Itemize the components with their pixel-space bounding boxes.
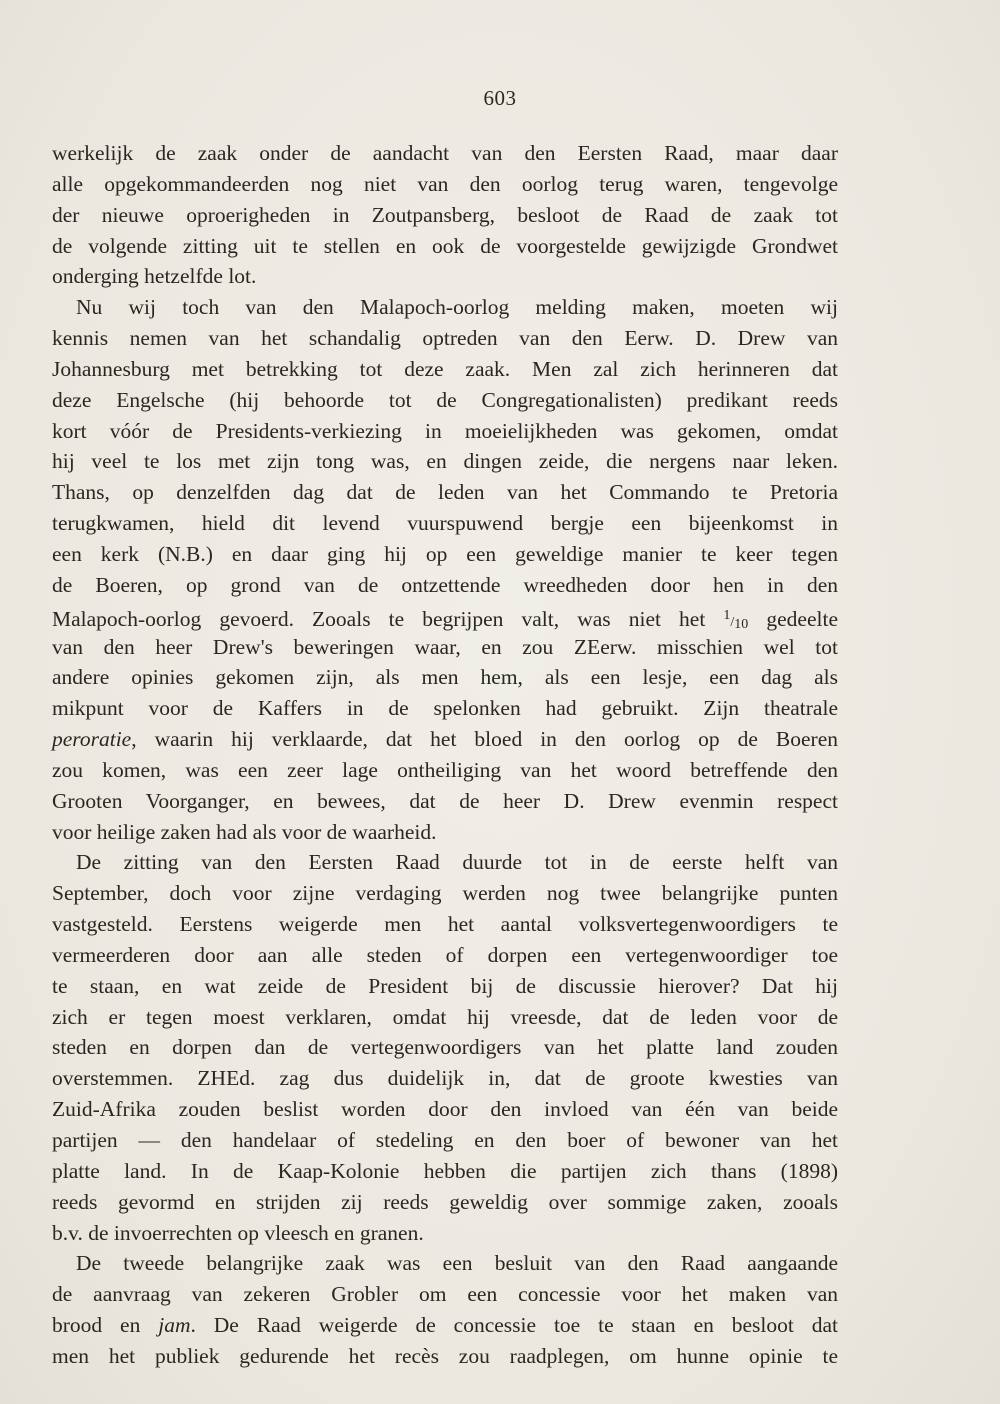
text-line: hij veel te los met zijn tong was, en dingen zeide, die nergens naar leken. — [52, 449, 838, 474]
fraction-numerator: 1 — [723, 607, 731, 623]
text-line: mikpunt voor de Kaffers in de spelonken had gebruikt. Zijn theatrale — [52, 696, 838, 721]
text-line: Zuid-Afrika zouden beslist worden door den invloed van één van beide — [52, 1097, 838, 1122]
fraction: 1/10 — [723, 607, 749, 632]
text-line: de Boeren, op grond van de ontzettende wreedheden door hen in den — [52, 572, 838, 597]
text-line: der nieuwe oproerigheden in Zoutpansberg, besloot de Raad de zaak tot — [52, 202, 838, 227]
text-line: reeds gevormd en strijden zij reeds geweldig over sommige zaken, zooals — [52, 1189, 838, 1214]
text-line: overstemmen. ZHEd. zag dus duidelijk in, dat de groote kwesties van — [52, 1066, 838, 1091]
text-line: werkelijk de zaak onder de aandacht van den Eersten Raad, maar daar — [52, 141, 838, 165]
text-line: De zitting van den Eersten Raad duurde tot in de eerste helft van — [76, 850, 838, 875]
text-line: September, doch voor zijne verdaging werden nog twee belangrijke punten — [52, 881, 838, 906]
text-line: men het publiek gedurende het recès zou raadplegen, om hunne opinie te — [52, 1343, 838, 1368]
text-line: steden en dorpen dan de vertegenwoordigers van het platte land zouden — [52, 1035, 838, 1060]
text-line: andere opinies gekomen zijn, als men hem, als een lesje, een dag als — [52, 665, 838, 690]
text-line: te staan, en wat zeide de President bij de discussie hierover? Dat hij — [52, 973, 838, 998]
text-line: de volgende zitting uit te stellen en ook de voorgestelde gewijzigde Grondwet — [52, 233, 838, 258]
text-segment: . De Raad weigerde de concessie toe te staan en besloot dat — [190, 1313, 839, 1338]
text-line: terugkwamen, hield dit levend vuurspuwend bergje een bijeenkomst in — [52, 511, 838, 536]
text-line: De tweede belangrijke zaak was een besluit van den Raad aangaande — [76, 1251, 838, 1276]
text-segment: , waarin hij verklaarde, dat het bloed in den oorlog op de Boeren — [131, 727, 838, 752]
text-line: partijen — den handelaar of stedeling en den boer of bewoner van het — [52, 1128, 838, 1152]
text-line: deze Engelsche (hij behoorde tot de Congregationalisten) predikant reeds — [52, 387, 838, 412]
text-line: Thans, op denzelfden dag dat de leden van het Commando te Pretoria — [52, 480, 838, 505]
page-number: 603 — [483, 86, 517, 110]
text-line: Grooten Voorganger, en bewees, dat de heer D. Drew evenmin respect — [52, 788, 838, 813]
text-line: vastgesteld. Eerstens weigerde men het aantal volksvertegenwoordigers te — [52, 912, 838, 937]
text-line: b.v. de invoerrechten op vleesch en granen. — [52, 1220, 424, 1245]
text-segment: brood en — [52, 1313, 141, 1338]
text-line-with-italic — [52, 724, 838, 755]
text-line: de aanvraag van zekeren Grobler om een concessie voor het maken van — [52, 1282, 838, 1307]
body-text — [52, 138, 838, 1372]
text-line: Nu wij toch van den Malapoch-oorlog melding maken, moeten wij — [76, 295, 838, 320]
text-line: kennis nemen van het schandalig optreden van den Eerw. D. Drew van — [52, 326, 838, 351]
text-segment: gedeelte — [766, 606, 839, 631]
text-line: een kerk (N.B.) en daar ging hij op een geweldige manier te keer tegen — [52, 541, 838, 566]
text-line: kort vóór de Presidents-verkiezing in moeielijkheden was gekomen, omdat — [52, 418, 838, 443]
text-line: vermeerderen door aan alle steden of dorpen een vertegenwoordiger toe — [52, 942, 838, 967]
text-line: van den heer Drew's beweringen waar, en zou ZEerw. misschien wel tot — [52, 634, 838, 659]
text-line: onderging hetzelfde lot. — [52, 264, 257, 289]
text-line: zich er tegen moest verklaren, omdat hij vreesde, dat de leden voor de — [52, 1004, 838, 1029]
text-line-with-fraction — [52, 601, 838, 632]
text-line: zou komen, was een zeer lage ontheiliging van het woord betreffende den — [52, 757, 838, 782]
text-line: voor heilige zaken had als voor de waarheid. — [52, 819, 437, 844]
text-segment: Malapoch-oorlog gevoerd. Zooals te begrijpen valt, was niet het — [52, 606, 706, 631]
text-line: alle opgekommandeerden nog niet van den oorlog terug waren, tengevolge — [52, 171, 838, 196]
text-line: Johannesburg met betrekking tot deze zaak. Men zal zich herinneren dat — [52, 356, 838, 381]
fraction-denominator: 10 — [734, 616, 749, 632]
italic-word: peroratie — [52, 727, 132, 752]
text-line: platte land. In de Kaap-Kolonie hebben die partijen zich thans (1898) — [52, 1158, 838, 1183]
italic-word: jam — [158, 1313, 191, 1338]
text-line-with-italic — [52, 1310, 838, 1341]
